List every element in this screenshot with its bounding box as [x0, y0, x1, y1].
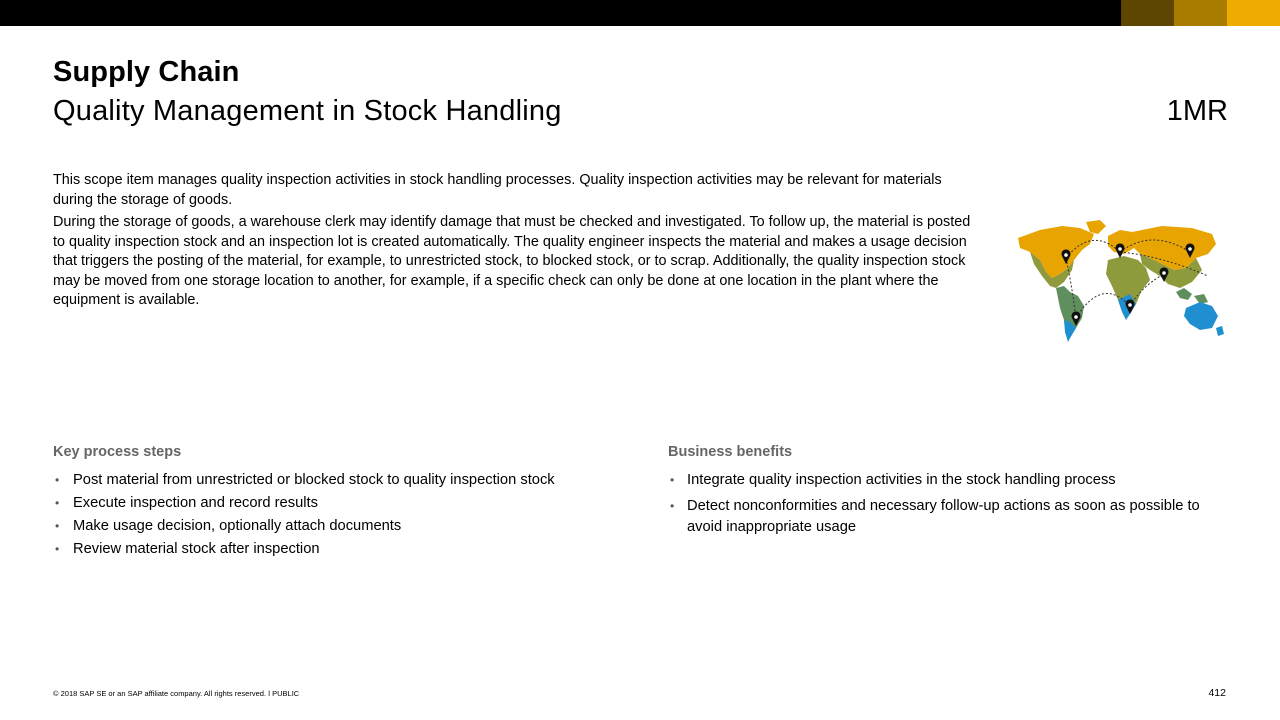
page-number: 412 — [1208, 687, 1226, 699]
brand-stripe-dark — [1121, 0, 1174, 26]
list-item — [53, 470, 633, 491]
intro-paragraph-1: This scope item manages quality inspection activities in stock handling processes. Quality inspection activities may be relevant for materials during the storage of goods. — [53, 172, 942, 208]
bullet-icon: • — [670, 499, 675, 513]
list-item — [668, 470, 1233, 491]
bullet-icon: • — [670, 473, 675, 487]
bullet-icon: • — [55, 496, 60, 510]
intro-paragraph-2: During the storage of goods, a warehouse clerk may identify damage that must be checked and investigated. To follow up, the material is posted to quality inspection stock and an inspection lot is created automatically. The quality engineer inspects the material and makes a usage decision that triggers the posting of the material, for example, to unrestricted stock, to blocked stock, or to scrap. Additionally, the quality inspection stock may be moved from one storage location to another, for example, if a specific check can only be done at one location in the plant where the equipment is available. — [53, 214, 971, 308]
bullet-icon: • — [55, 473, 60, 487]
list-item — [668, 496, 1233, 538]
brand-stripe-mid — [1174, 0, 1227, 26]
list-item-text: Make usage decision, optionally attach documents — [73, 518, 402, 534]
list-item-text: Review material stock after inspection — [73, 541, 320, 557]
list-item — [53, 516, 633, 537]
key-steps-list — [53, 470, 633, 562]
world-map-icon — [1012, 216, 1228, 346]
top-brand-bar — [0, 0, 1280, 26]
list-item-text: Detect nonconformities and necessary follow-up actions as soon as possible to avoid inappropriate usage — [687, 498, 1200, 535]
page-subtitle: Quality Management in Stock Handling — [53, 95, 562, 127]
list-item-text: Integrate quality inspection activities in the stock handling process — [687, 472, 1116, 488]
benefits-heading: Business benefits — [668, 444, 793, 460]
page-title: Supply Chain — [53, 56, 240, 88]
intro-text — [53, 171, 978, 314]
bullet-icon: • — [55, 542, 60, 556]
list-item-text: Execute inspection and record results — [73, 495, 318, 511]
key-steps-heading: Key process steps — [53, 444, 182, 460]
brand-stripe-light — [1227, 0, 1280, 26]
list-item-text: Post material from unrestricted or blocked stock to quality inspection stock — [73, 472, 555, 488]
copyright-footer: © 2018 SAP SE or an SAP affiliate company. All rights reserved. ǀ PUBLIC — [53, 689, 300, 698]
scope-item-id: 1MR — [1166, 95, 1228, 127]
list-item — [53, 539, 633, 560]
bullet-icon: • — [55, 519, 60, 533]
benefits-list — [668, 470, 1233, 543]
list-item — [53, 493, 633, 514]
